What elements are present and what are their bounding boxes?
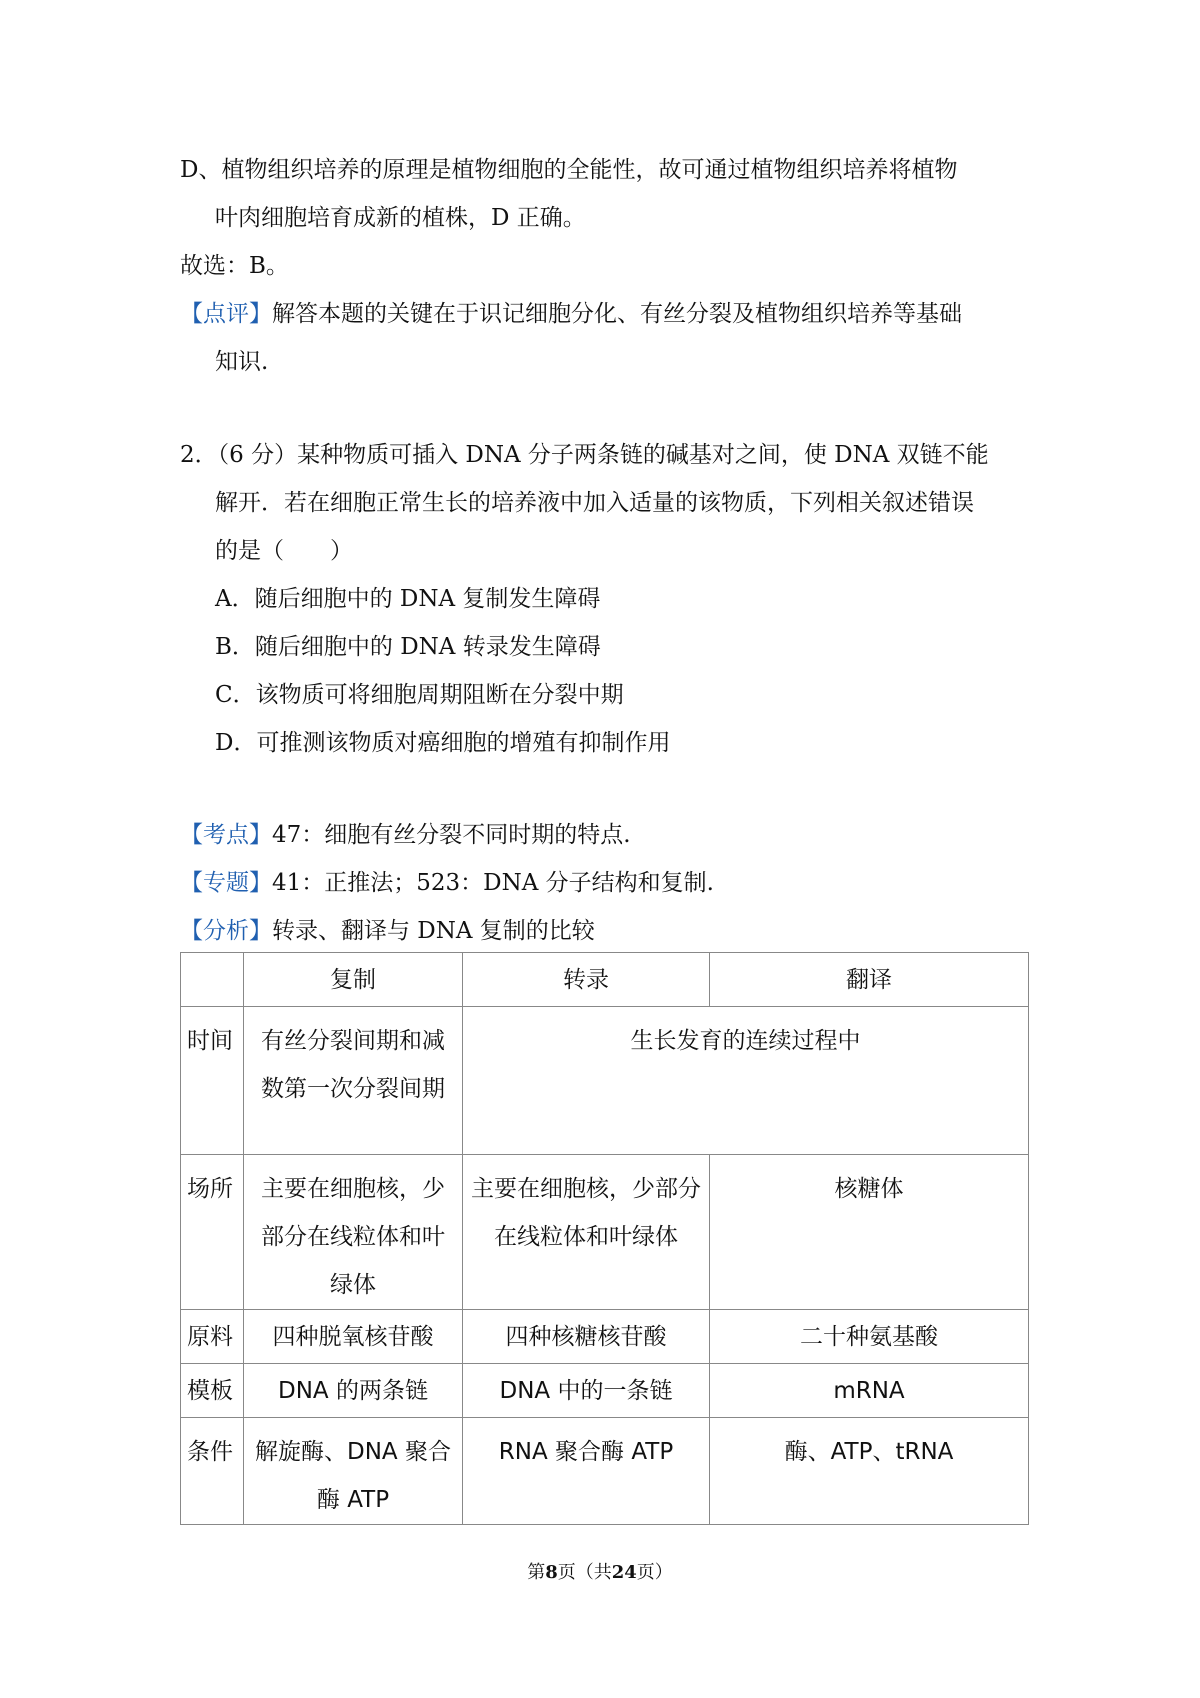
- footer-middle: 页（共: [557, 1562, 612, 1583]
- comparison-table: [180, 952, 1029, 1525]
- table-row: [181, 1155, 1029, 1310]
- footer-suffix: 页）: [636, 1562, 673, 1583]
- table-cell: 主要在细胞核，少部分在线粒体和叶绿体: [463, 1155, 710, 1310]
- table-row-label: 条件: [181, 1418, 244, 1525]
- table-row-label: 原料: [181, 1310, 244, 1364]
- table-row-label: 场所: [181, 1155, 244, 1310]
- kaodian-text: 47：细胞有丝分裂不同时期的特点.: [272, 822, 631, 848]
- comment-text: 解答本题的关键在于识记细胞分化、有丝分裂及植物组织培养等基础: [272, 301, 962, 327]
- table-header-cell: 翻译: [710, 953, 1029, 1007]
- table-header-cell: 复制: [244, 953, 463, 1007]
- option-d-analysis-line2: 叶肉细胞培育成新的植株，D 正确。: [215, 205, 586, 231]
- fenxi-text: 转录、翻译与 DNA 复制的比较: [272, 918, 595, 944]
- table-row: [181, 1007, 1029, 1155]
- page-footer: [0, 1558, 1200, 1584]
- option-d-analysis-line1: D、植物组织培养的原理是植物细胞的全能性，故可通过植物组织培养将植物: [180, 157, 958, 183]
- comment-tag: 【点评】: [180, 301, 272, 327]
- option-c: C．该物质可将细胞周期阻断在分裂中期: [215, 682, 624, 708]
- answer-choice: 故选：B。: [180, 253, 289, 279]
- kaodian-line: [180, 820, 631, 850]
- table-cell: 主要在细胞核，少部分在线粒体和叶绿体: [244, 1155, 463, 1310]
- comment-line2: 知识.: [215, 349, 269, 375]
- footer-page-number: 8: [545, 1562, 558, 1583]
- table-cell: 二十种氨基酸: [710, 1310, 1029, 1364]
- zhuanti-text: 41：正推法；523：DNA 分子结构和复制.: [272, 870, 714, 896]
- table-cell: 生长发育的连续过程中: [463, 1007, 1029, 1155]
- fenxi-tag: 【分析】: [180, 918, 272, 944]
- option-d: D．可推测该物质对癌细胞的增殖有抑制作用: [215, 730, 671, 756]
- footer-prefix: 第: [527, 1562, 546, 1583]
- table-row-label: 时间: [181, 1007, 244, 1155]
- table-cell: 四种脱氧核苷酸: [244, 1310, 463, 1364]
- table-cell: 核糖体: [710, 1155, 1029, 1310]
- table-header-cell: 转录: [463, 953, 710, 1007]
- table-cell: mRNA: [710, 1364, 1029, 1418]
- kaodian-tag: 【考点】: [180, 822, 272, 848]
- table-row: [181, 1418, 1029, 1525]
- question-stem-line1: 2．（6 分）某种物质可插入 DNA 分子两条链的碱基对之间，使 DNA 双链不能: [180, 442, 989, 468]
- zhuanti-tag: 【专题】: [180, 870, 272, 896]
- table-row: [181, 1310, 1029, 1364]
- zhuanti-line: [180, 868, 714, 898]
- table-cell: DNA 中的一条链: [463, 1364, 710, 1418]
- table-header-row: [181, 953, 1029, 1007]
- fenxi-line: [180, 916, 595, 946]
- table-cell: DNA 的两条链: [244, 1364, 463, 1418]
- table-cell: 酶、ATP、tRNA: [710, 1418, 1029, 1525]
- question-stem-line2: 解开．若在细胞正常生长的培养液中加入适量的该物质，下列相关叙述错误: [215, 490, 974, 516]
- question-stem-line3: 的是（ ）: [215, 538, 353, 564]
- table-row-label: 模板: [181, 1364, 244, 1418]
- table-header-cell: [181, 953, 244, 1007]
- table-cell: 四种核糖核苷酸: [463, 1310, 710, 1364]
- option-b: B．随后细胞中的 DNA 转录发生障碍: [215, 634, 601, 660]
- comment-line1: [180, 299, 962, 329]
- footer-total-pages: 24: [611, 1562, 637, 1583]
- table-cell: 有丝分裂间期和减数第一次分裂间期: [244, 1007, 463, 1155]
- table-cell: RNA 聚合酶 ATP: [463, 1418, 710, 1525]
- table-row: [181, 1364, 1029, 1418]
- option-a: A．随后细胞中的 DNA 复制发生障碍: [215, 586, 601, 612]
- table-cell: 解旋酶、DNA 聚合酶 ATP: [244, 1418, 463, 1525]
